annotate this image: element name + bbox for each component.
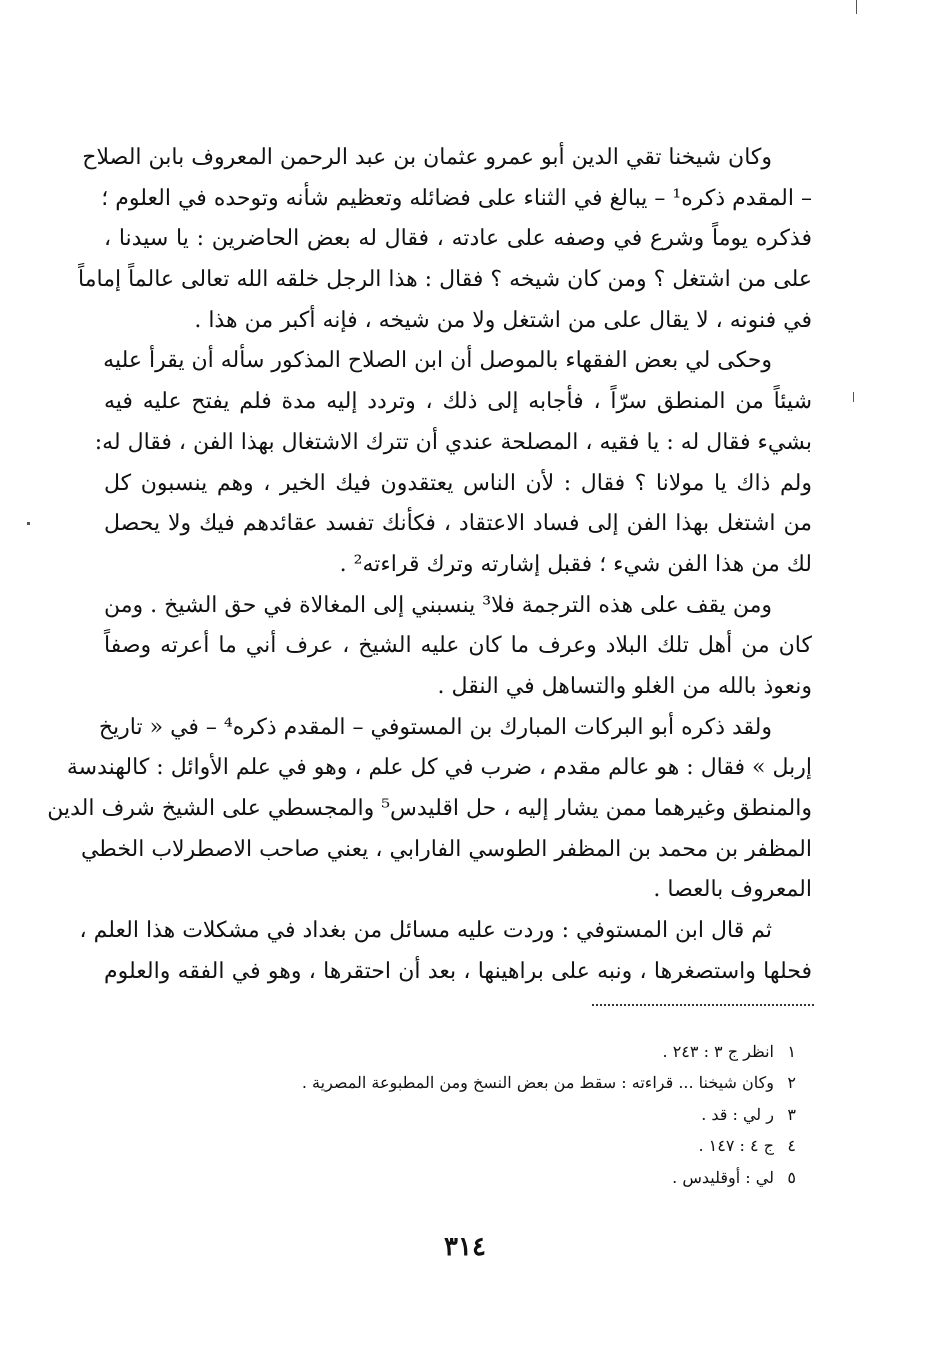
text-line: والمنطق وغيرهما ممن يشار إليه ، حل اقليدس⁵ والمجسطي على الشيخ شرف الدين [47,796,812,821]
paragraph [47,708,812,911]
footnote-text: ر لي : قد . [701,1104,774,1124]
text-line: من اشتغل بهذا الفن إلى فساد الاعتقاد ، فكأنك تفسد عقائدهم فيك ولا يحصل [104,511,812,537]
footnote-number: ٥ [787,1167,796,1187]
footnote [240,1036,796,1067]
text-line: لك من هذا الفن شيء ؛ فقبل إشارته وترك قراءته² . [339,551,812,577]
footnote-text: انظر ج ٣ : ٢٤٣ . [662,1042,774,1061]
text-line: ولقد ذكره أبو البركات المبارك بن المستوفي – المقدم ذكره⁴ – في « تاريخ [98,714,772,740]
text-line: المظفر بن محمد بن المظفر الطوسي الفارابي ، يعني صاحب الاصطرلاب الخطي [80,836,812,862]
text-line: إربل » فقال : هو عالم مقدم ، ضرب في كل علم ، وهو في علم الأوائل : كالهندسة [66,755,812,781]
text-line: المعروف بالعصا . [653,877,812,903]
text-line: بشيء فقال له : يا فقيه ، المصلحة عندي أن تترك الاشتغال بهذا الفن ، فقال له: [94,429,812,455]
footnote-number: ٤ [787,1136,796,1156]
footnote [240,1130,796,1161]
text-line: ثم قال ابن المستوفي : وردت عليه مسائل من بغداد في مشكلات هذا العلم ، [79,918,772,944]
text-line: فذكره يوماً وشرع في وصفه على عادته ، فقال له بعض الحاضرين : يا سيدنا ، [104,226,812,252]
footnote [240,1067,796,1098]
text-line: في فنونه ، لا يقال على من اشتغل ولا من شيخه ، فإنه أكبر من هذا . [194,307,812,333]
footnote-text: وكان شيخنا ... قراءته : سقط من بعض النسخ ومن المطبوعة المصرية . [301,1073,774,1093]
text-line: ولم ذاك يا مولانا ؟ فقال : لأن الناس يعتقدون فيك الخير ، وهم ينسبون كل [104,470,812,496]
footnote-number: ٢ [787,1073,796,1093]
main-text-body [47,138,813,992]
text-line: – المقدم ذكره¹ – يبالغ في الثناء على فضائله وتعظيم شأنه وتوحده في العلوم ؛ [101,185,812,211]
footnote [240,1162,796,1193]
footnotes [240,1036,796,1193]
margin-mark-right [853,392,854,402]
page-number: ٣١٤ [444,1232,486,1262]
footnote-number: ١ [787,1042,796,1061]
footnote-text: لي : أوقليدس . [672,1167,774,1187]
paragraph [78,138,812,341]
paragraph [79,911,812,992]
paragraph [94,341,813,585]
margin-mark-top [856,0,857,14]
footnote-separator [592,1004,814,1006]
footnote-text: ج ٤ : ١٤٧ . [698,1136,774,1156]
text-line: ونعوذ بالله من الغلو والتساهل في النقل . [437,673,812,699]
text-line: على من اشتغل ؟ ومن كان شيخه ؟ فقال : هذا الرجل خلقه الله تعالى عالماً إماماً [78,267,812,293]
text-line: ومن يقف على هذه الترجمة فلا³ ينسبني إلى المغالاة في حق الشيخ . ومن [103,592,772,618]
text-line: وحكى لي بعض الفقهاء بالموصل أن ابن الصلاح المذكور سأله أن يقرأ عليه [103,348,772,374]
footnote-number: ٣ [787,1104,796,1124]
text-line: وكان شيخنا تقي الدين أبو عمرو عثمان بن عبد الرحمن المعروف بابن الصلاح [82,145,772,170]
paragraph [104,586,812,708]
margin-mark-left [27,522,30,525]
footnote [240,1099,796,1130]
text-line: شيئاً من المنطق سرّاً ، فأجابه إلى ذلك ، وتردد إليه مدة فلم يفتح عليه فيه [104,389,813,415]
text-line: فحلها واستصغرها ، ونبه على براهينها ، بعد أن احتقرها ، وهو في الفقه والعلوم [104,958,812,984]
text-line: كان من أهل تلك البلاد وعرف ما كان عليه الشيخ ، عرف أني ما أعرته وصفاً [104,633,812,659]
